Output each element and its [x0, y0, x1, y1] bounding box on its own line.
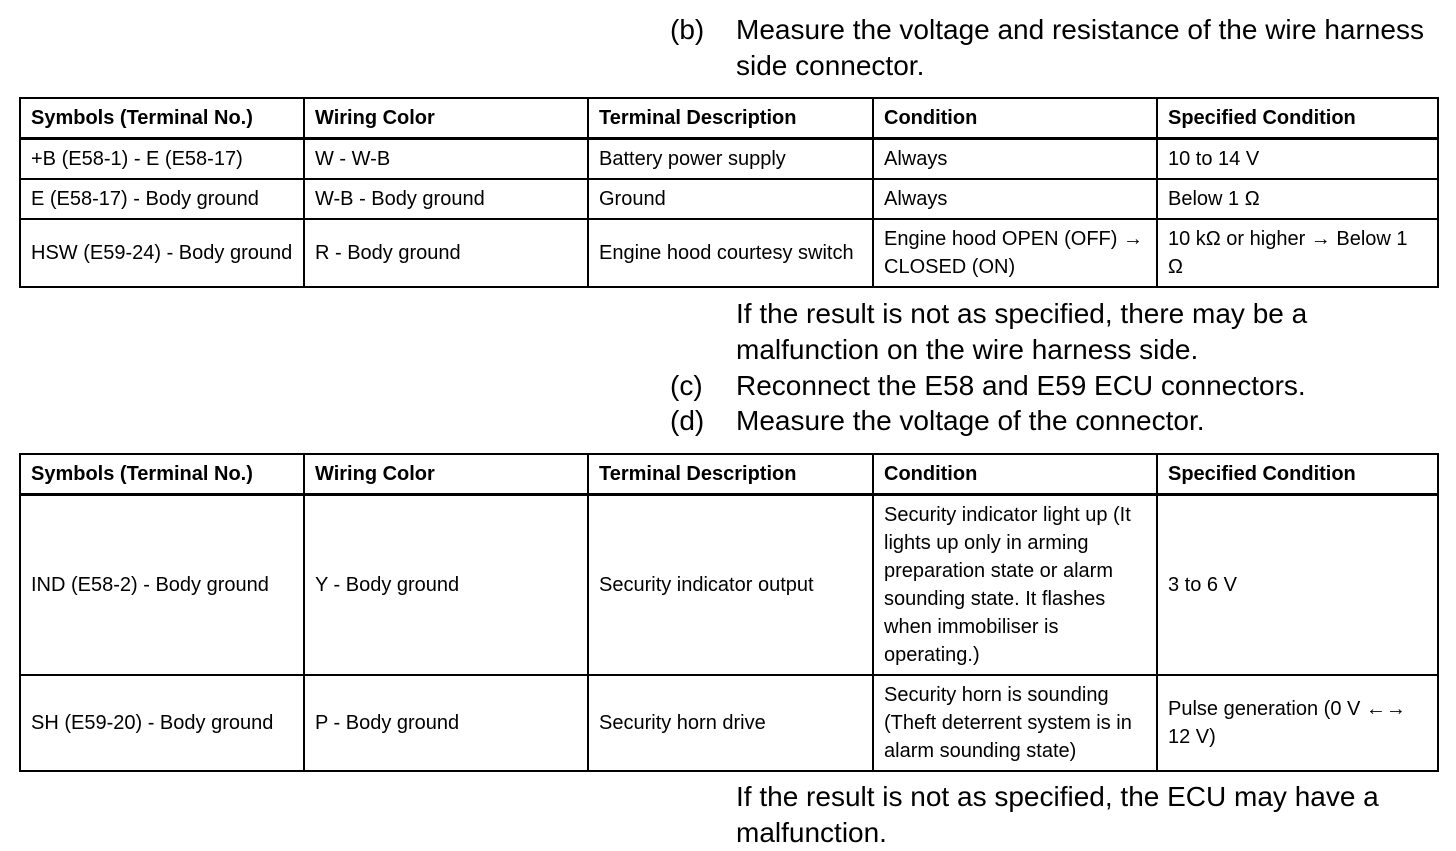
table-wire-harness	[19, 97, 1439, 288]
cell-terminal-description: Ground	[588, 179, 873, 219]
header-symbols: Symbols (Terminal No.)	[20, 98, 304, 139]
header-specified-condition: Specified Condition	[1157, 98, 1438, 139]
cell-specified-condition: Below 1 Ω	[1157, 179, 1438, 219]
cell-condition: Always	[873, 179, 1157, 219]
cell-wiring-color: Y - Body ground	[304, 495, 588, 676]
cell-symbols: E (E58-17) - Body ground	[20, 179, 304, 219]
cell-symbols: SH (E59-20) - Body ground	[20, 675, 304, 771]
cell-condition: Always	[873, 139, 1157, 180]
header-terminal-description: Terminal Description	[588, 454, 873, 495]
cell-symbols: +B (E58-1) - E (E58-17)	[20, 139, 304, 180]
table-row	[20, 179, 1438, 219]
cell-wiring-color: W - W-B	[304, 139, 588, 180]
cell-terminal-description: Security horn drive	[588, 675, 873, 771]
cell-terminal-description: Engine hood courtesy switch	[588, 219, 873, 287]
cell-specified-condition: 10 kΩ or higher → Below 1 Ω	[1157, 219, 1438, 287]
header-condition: Condition	[873, 98, 1157, 139]
table-row	[20, 139, 1438, 180]
header-wiring-color: Wiring Color	[304, 98, 588, 139]
table-row	[20, 219, 1438, 287]
cell-specified-condition: 3 to 6 V	[1157, 495, 1438, 676]
header-terminal-description: Terminal Description	[588, 98, 873, 139]
cell-symbols: IND (E58-2) - Body ground	[20, 495, 304, 676]
step-d-label: (d)	[670, 405, 705, 436]
cell-terminal-description: Security indicator output	[588, 495, 873, 676]
header-specified-condition: Specified Condition	[1157, 454, 1438, 495]
cell-wiring-color: W-B - Body ground	[304, 179, 588, 219]
cell-condition: Engine hood OPEN (OFF) → CLOSED (ON)	[873, 219, 1157, 287]
step-b-text: Measure the voltage and resistance of the wire harness side connector.	[736, 14, 1424, 81]
table-row	[20, 675, 1438, 771]
table-row	[20, 495, 1438, 676]
cell-terminal-description: Battery power supply	[588, 139, 873, 180]
step-c-text: Reconnect the E58 and E59 ECU connectors.	[736, 370, 1306, 401]
cell-specified-condition: Pulse generation (0 V ←→ 12 V)	[1157, 675, 1438, 771]
step-b-label: (b)	[670, 14, 705, 45]
cell-wiring-color: R - Body ground	[304, 219, 588, 287]
header-condition: Condition	[873, 454, 1157, 495]
table-header-row	[20, 454, 1438, 495]
cell-condition: Security indicator light up (It lights up only in arming preparation state or alarm sounding state. It flashes when immobiliser is operating.)	[873, 495, 1157, 676]
note-wire-harness: If the result is not as specified, there may be a malfunction on the wire harness side.	[736, 298, 1308, 365]
step-d-text: Measure the voltage of the connector.	[736, 405, 1205, 436]
table-connector-voltage	[19, 453, 1439, 772]
step-c-label: (c)	[670, 370, 703, 401]
cell-wiring-color: P - Body ground	[304, 675, 588, 771]
cell-condition: Security horn is sounding (Theft deterrent system is in alarm sounding state)	[873, 675, 1157, 771]
table-header-row	[20, 98, 1438, 139]
note-ecu: If the result is not as specified, the ECU may have a malfunction.	[736, 781, 1379, 848]
header-symbols: Symbols (Terminal No.)	[20, 454, 304, 495]
cell-specified-condition: 10 to 14 V	[1157, 139, 1438, 180]
cell-symbols: HSW (E59-24) - Body ground	[20, 219, 304, 287]
header-wiring-color: Wiring Color	[304, 454, 588, 495]
